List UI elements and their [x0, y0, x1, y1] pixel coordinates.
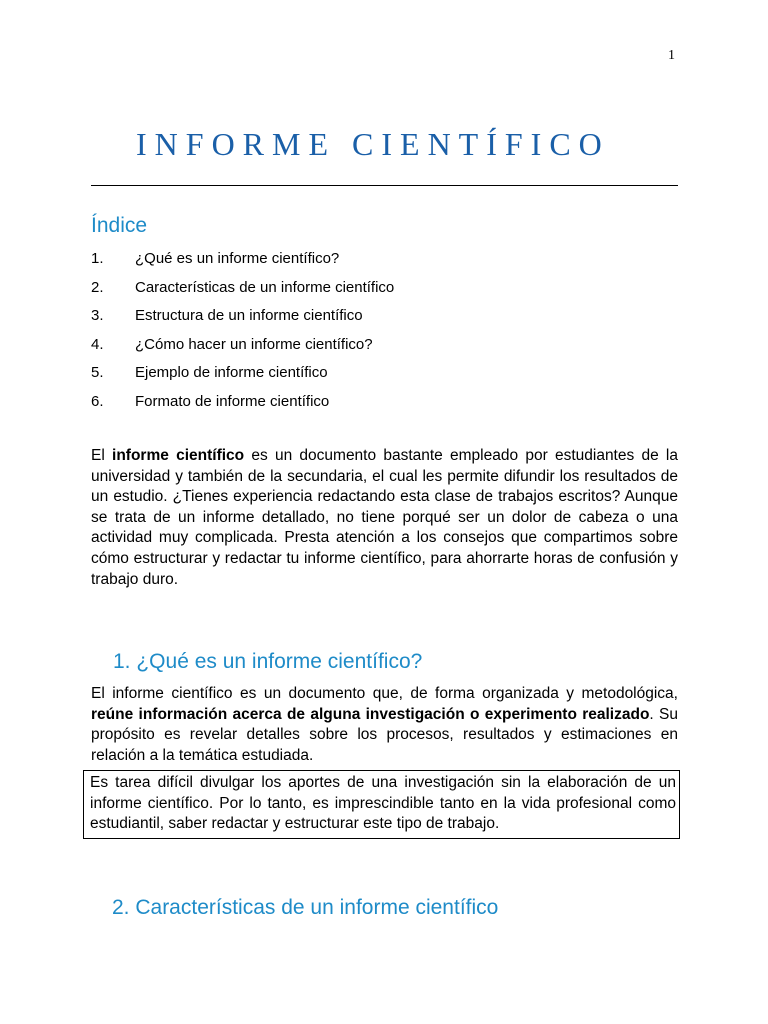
page-number: 1: [668, 48, 675, 63]
intro-text-start: El: [91, 447, 113, 464]
toc-item[interactable]: [91, 334, 394, 363]
section-1-paragraph: [91, 684, 678, 766]
toc-item-label: Ejemplo de informe científico: [135, 364, 328, 382]
toc-item[interactable]: [91, 248, 394, 277]
toc-item[interactable]: [91, 277, 394, 306]
toc-item-number: 3.: [91, 307, 104, 325]
highlight-box: Es tarea difícil divulgar los aportes de una investigación sin la elaboración de un informe científico. Por lo tanto, es imprescindible tanto en la vida profesional como estudiantil, saber redactar y estructurar este tipo de trabajo.: [83, 770, 680, 839]
toc-item[interactable]: [91, 391, 394, 420]
toc-item-label: Estructura de un informe científico: [135, 307, 363, 325]
section-1-heading: 1. ¿Qué es un informe científico?: [113, 650, 423, 673]
table-of-contents: [91, 248, 394, 420]
toc-item-label: Características de un informe científico: [135, 278, 395, 296]
toc-item[interactable]: [91, 362, 394, 391]
intro-paragraph: [91, 446, 678, 590]
section-1-bold-text: reúne información acerca de alguna investigación o experimento realizado: [91, 705, 650, 723]
toc-item[interactable]: [91, 305, 394, 334]
section-2-heading: 2. Características de un informe científico: [112, 896, 499, 919]
section-1-text-end: . Su propósito es revelar detalles sobre los procesos, resultados y estimaciones en relación a la temática estudiada.: [91, 705, 678, 764]
section-1-text-start: El informe científico es un documento que, de forma organizada y metodológica,: [91, 685, 678, 702]
index-heading: Índice: [91, 214, 148, 237]
toc-item-label: ¿Qué es un informe científico?: [135, 250, 340, 267]
document-title: INFORME CIENTÍFICO: [136, 126, 610, 162]
title-divider: [91, 185, 678, 186]
intro-text-end: es un documento bastante empleado por estudiantes de la universidad y también de la secundaria, el cual les permite difundir los resultados de un estudio. ¿Tienes experiencia redactando esta clase de trabajos escritos? Aunque se trata de un informe detallado, no tiene porqué ser un dolor de cabeza o una actividad muy complicada. Presta atención a los consejos que compartimos sobre cómo estructurar y redactar tu informe científico, para ahorrarte horas de confusión y trabajo duro.: [91, 447, 678, 588]
toc-item-label: ¿Cómo hacer un informe científico?: [135, 335, 373, 353]
toc-item-number: 5.: [91, 364, 104, 382]
toc-item-label: Formato de informe científico: [135, 392, 330, 410]
toc-item-number: 4.: [91, 335, 104, 353]
toc-item-number: 6.: [91, 392, 104, 410]
toc-item-number: 1.: [91, 250, 104, 267]
intro-bold-term: informe científico: [112, 447, 245, 464]
toc-item-number: 2.: [91, 278, 104, 296]
